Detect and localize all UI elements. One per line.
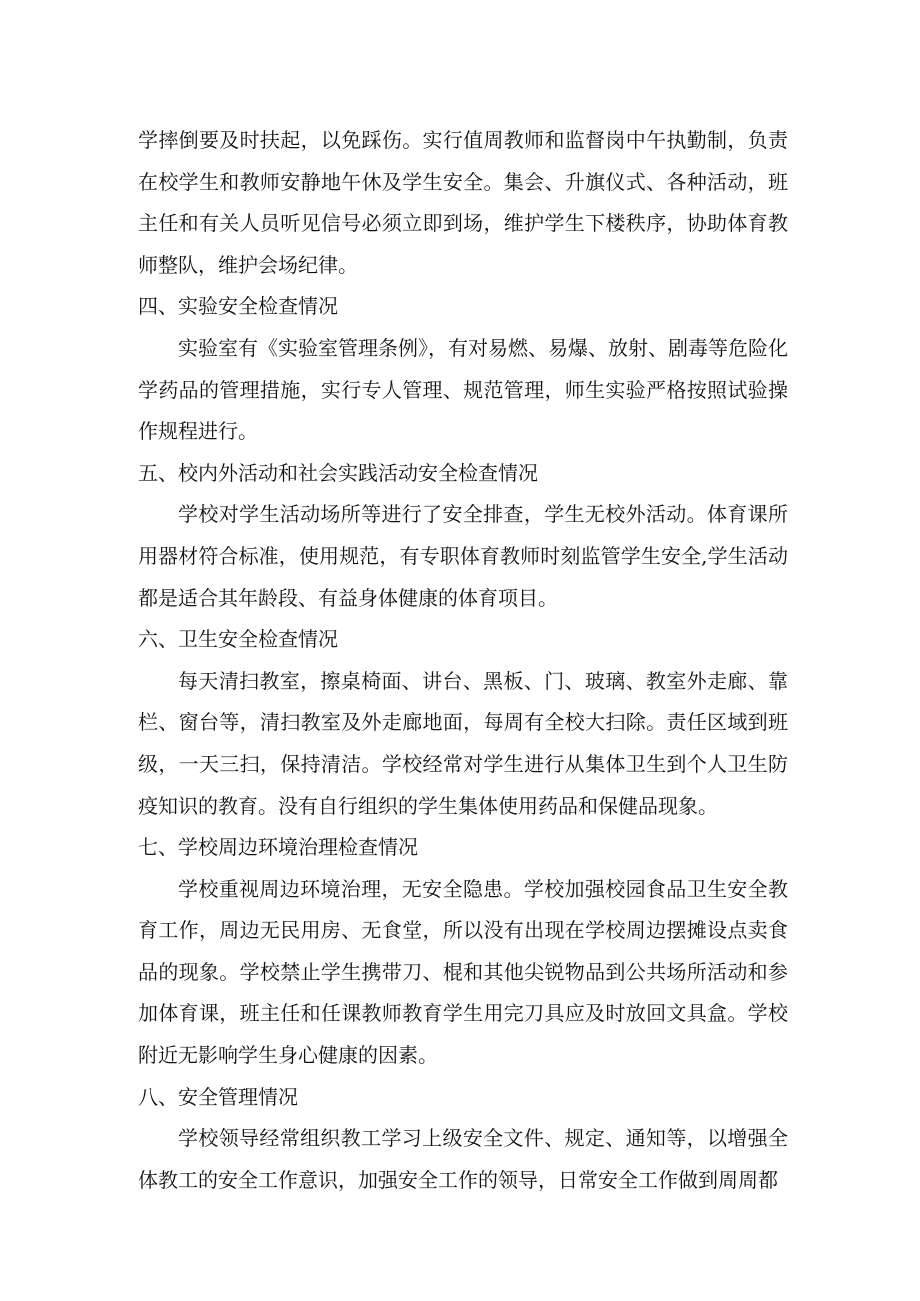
document-body — [138, 120, 788, 1201]
section-heading-4: 四、实验安全检查情况 — [138, 294, 338, 319]
paragraph-surroundings: 学校重视周边环境治理，无安全隐患。学校加强校园食品卫生安全教育工作，周边无民用房、无食堂，所以没有出现在学校周边摆摊设点卖食品的现象。学校禁止学生携带刀、棍和其他尖锐物品到公共场所活动和参加体育课，班主任和任课教师教育学生用完刀具应及时放回文具盒。学校附近无影响学生身心健康的因素。 — [138, 876, 788, 1068]
section-heading-5: 五、校内外活动和社会实践活动安全检查情况 — [138, 460, 538, 485]
paragraph-hygiene-safety: 每天清扫教室，擦桌椅面、讲台、黑板、门、玻璃、教室外走廊、靠栏、窗台等，清扫教室及外走廊地面，每周有全校大扫除。责任区域到班级，一天三扫，保持清洁。学校经常对学生进行从集体卫生到个人卫生防疫知识的教育。没有自行组织的学生集体使用药品和保健品现象。 — [138, 668, 788, 818]
section-heading-7: 七、学校周边环境治理检查情况 — [138, 835, 418, 860]
section-heading-8: 八、安全管理情况 — [138, 1084, 298, 1109]
paragraph-management: 学校领导经常组织教工学习上级安全文件、规定、通知等，以增强全体教工的安全工作意识，加强安全工作的领导，日常安全工作做到周周都 — [138, 1126, 788, 1192]
section-heading-6: 六、卫生安全检查情况 — [138, 627, 338, 652]
paragraph-lab-safety: 实验室有《实验室管理条例》，有对易燃、易爆、放射、剧毒等危险化学药品的管理措施，实行专人管理、规范管理，师生实验严格按照试验操作规程进行。 — [138, 335, 788, 444]
paragraph-continuation: 学摔倒要及时扶起，以免踩伤。实行值周教师和监督岗中午执勤制，负责在校学生和教师安静地午休及学生安全。集会、升旗仪式、各种活动，班主任和有关人员听见信号必须立即到场，维护学生下楼秩序，协助体育教师整队，维护会场纪律。 — [138, 128, 788, 277]
paragraph-activities-safety: 学校对学生活动场所等进行了安全排查，学生无校外活动。体育课所用器材符合标准，使用规范，有专职体育教师时刻监管学生安全,学生活动都是适合其年龄段、有益身体健康的体育项目。 — [138, 502, 788, 610]
